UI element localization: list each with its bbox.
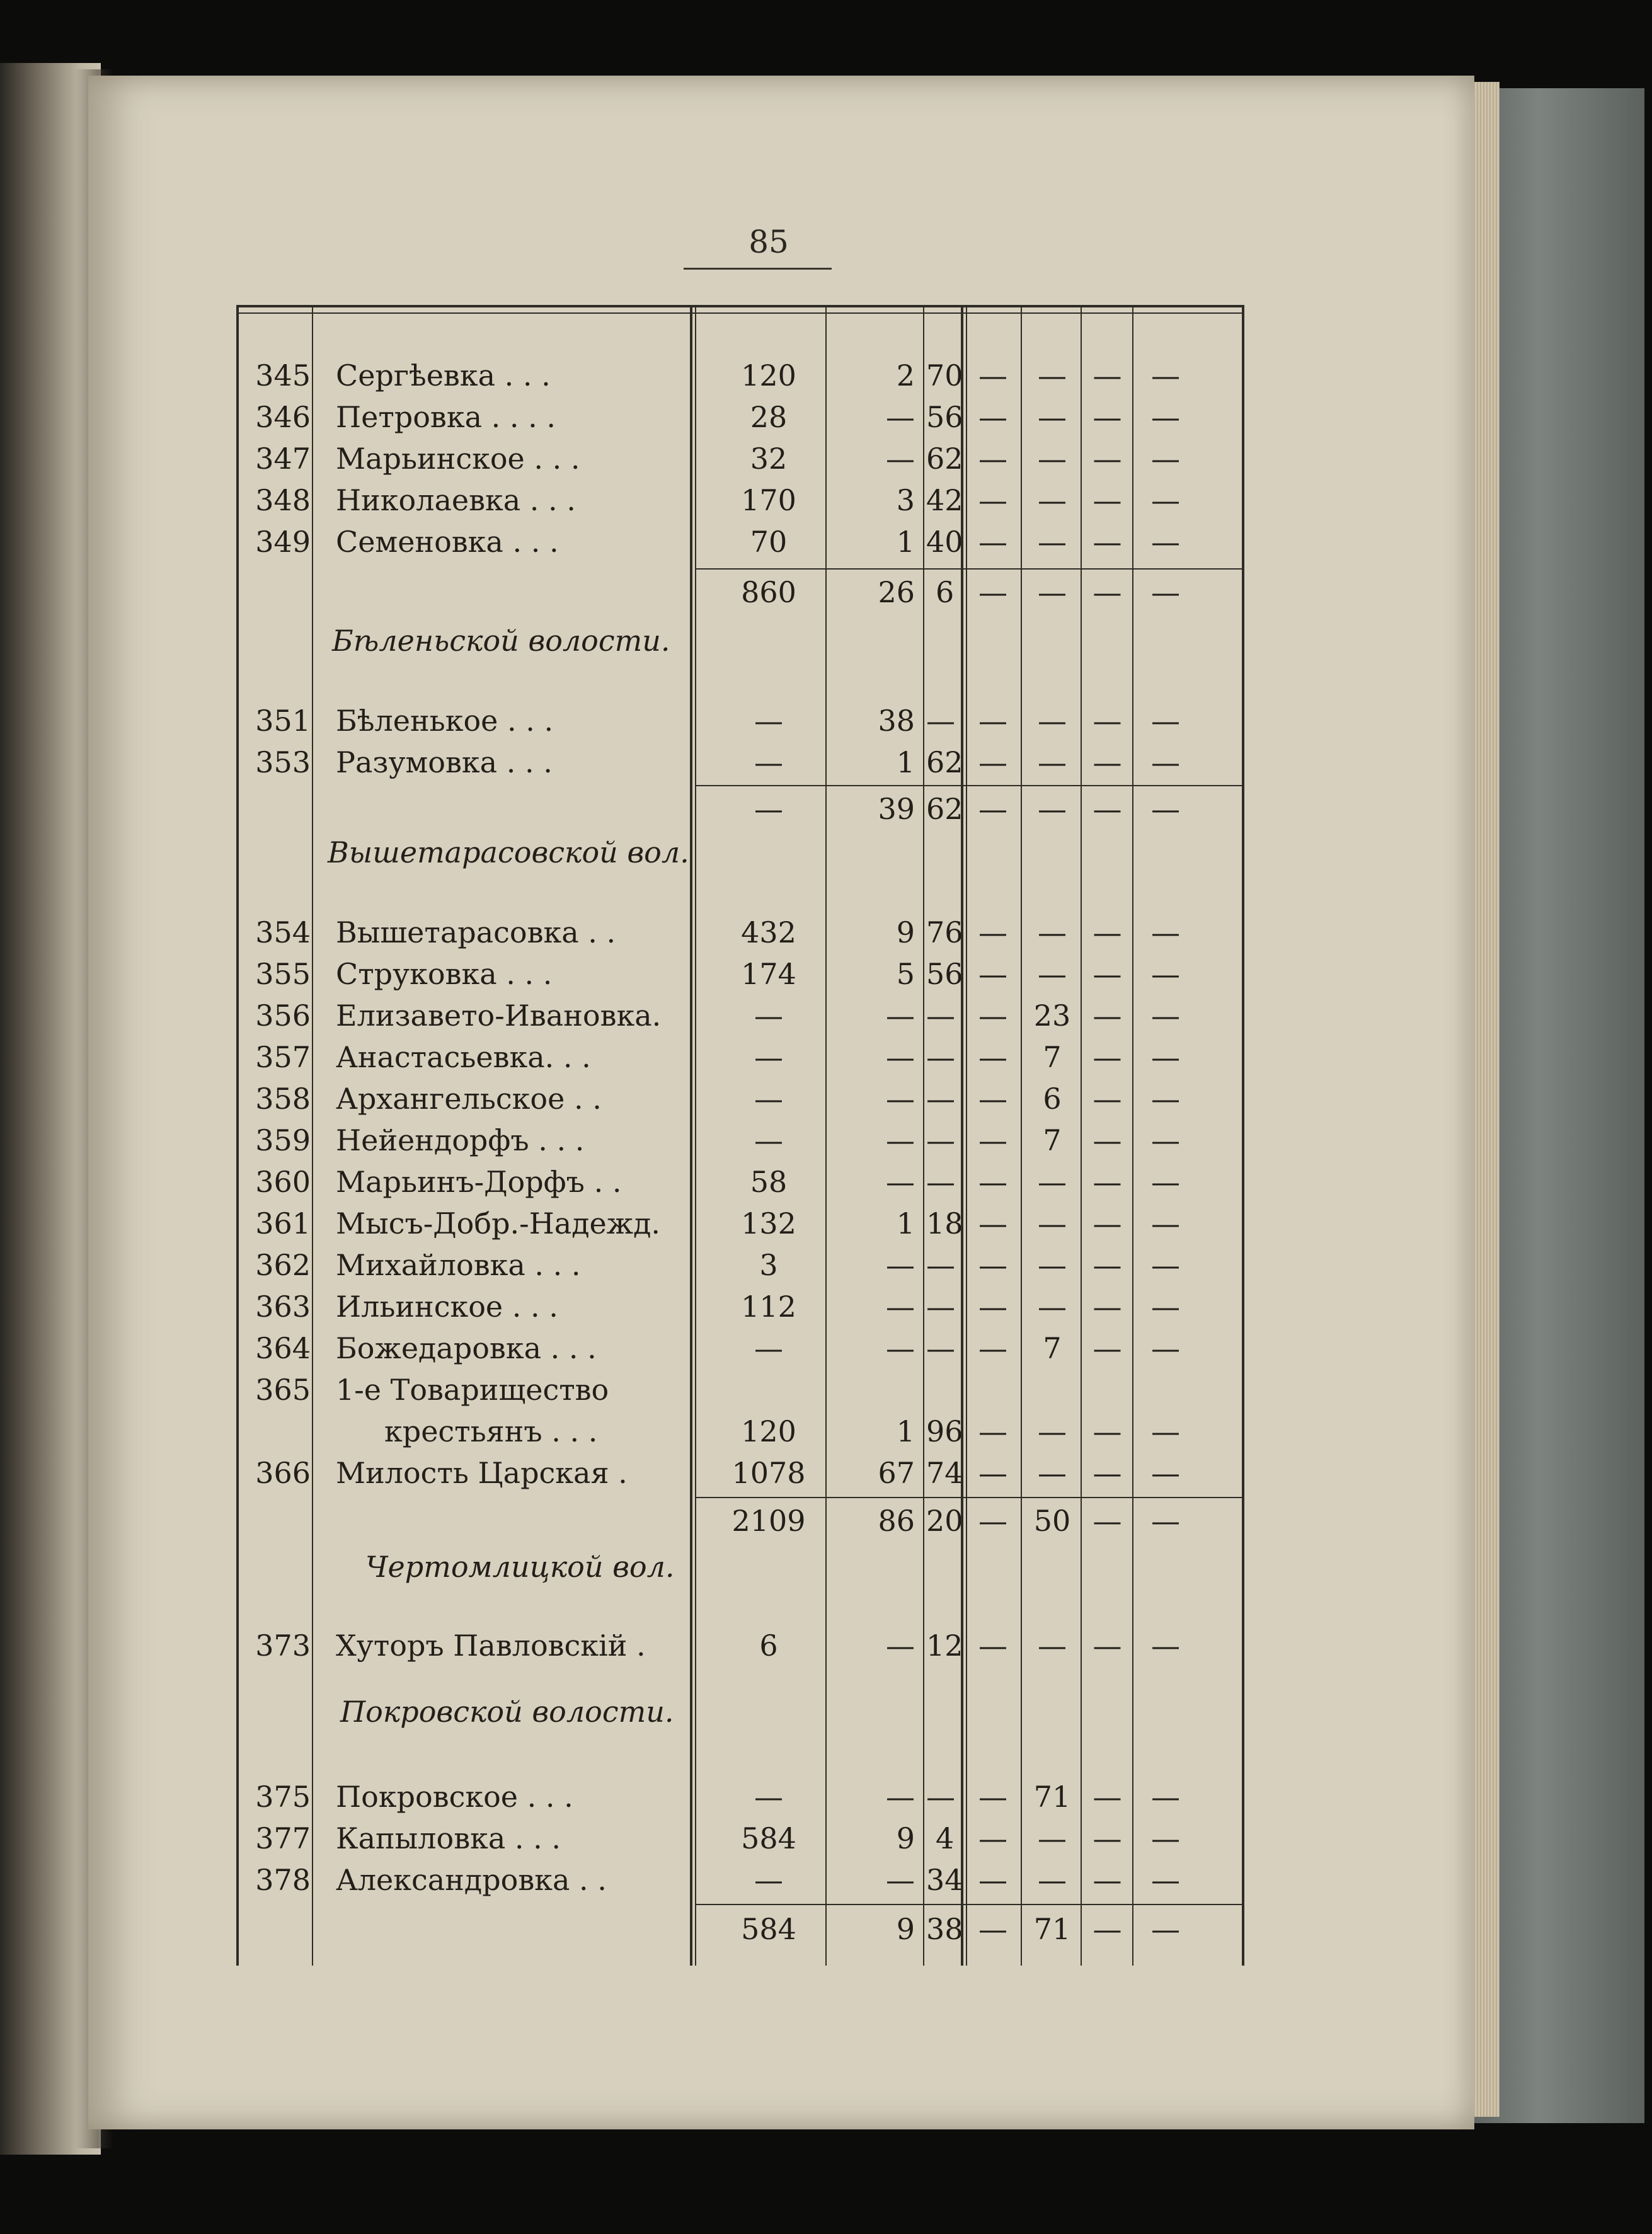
table-row bbox=[236, 1818, 1244, 1859]
value-f: — bbox=[1093, 792, 1122, 826]
value-f: — bbox=[1093, 1504, 1122, 1538]
subtotal-rule bbox=[696, 568, 1242, 570]
village-name: Михайловка . . . bbox=[336, 1248, 581, 1282]
value-c: — bbox=[926, 1780, 955, 1814]
row-number: 362 bbox=[255, 1248, 311, 1282]
value-b: 1 bbox=[896, 525, 915, 559]
value-d: — bbox=[978, 1780, 1007, 1814]
row-number: 345 bbox=[255, 358, 311, 392]
village-name: Разумовка . . . bbox=[336, 745, 553, 779]
value-d: — bbox=[978, 442, 1007, 476]
value-a: 32 bbox=[750, 442, 788, 476]
table-top-rule-inner bbox=[236, 312, 1244, 314]
value-g: — bbox=[1151, 483, 1180, 517]
value-e: — bbox=[1038, 525, 1067, 559]
value-e: — bbox=[1038, 704, 1067, 738]
value-d: — bbox=[978, 999, 1007, 1033]
row-number: 364 bbox=[255, 1331, 311, 1365]
value-c: — bbox=[926, 1165, 955, 1199]
value-a: — bbox=[754, 1331, 783, 1365]
value-g: — bbox=[1151, 1629, 1180, 1663]
value-b: — bbox=[886, 999, 915, 1033]
value-g: — bbox=[1151, 1456, 1180, 1490]
value-f: — bbox=[1093, 957, 1122, 991]
value-f: — bbox=[1093, 915, 1122, 949]
value-c: — bbox=[926, 999, 955, 1033]
value-e: — bbox=[1038, 957, 1067, 991]
value-f: — bbox=[1093, 1414, 1122, 1448]
row-number: 353 bbox=[255, 745, 311, 779]
table-row bbox=[236, 1453, 1244, 1493]
total-b: 9 bbox=[896, 1912, 915, 1946]
total-a: 860 bbox=[741, 575, 796, 609]
table-top-rule bbox=[236, 305, 1244, 307]
value-d: — bbox=[978, 1629, 1007, 1663]
value-c: — bbox=[926, 704, 955, 738]
value-e: — bbox=[1038, 483, 1067, 517]
village-name: Капыловка . . . bbox=[336, 1821, 561, 1855]
value-a: 6 bbox=[759, 1629, 778, 1663]
subtotal-rule bbox=[696, 1904, 1242, 1905]
value-d: — bbox=[978, 1504, 1007, 1538]
value-f: — bbox=[1093, 704, 1122, 738]
value-g: — bbox=[1151, 704, 1180, 738]
value-b: — bbox=[886, 1331, 915, 1365]
value-e: — bbox=[1038, 400, 1067, 434]
value-g: — bbox=[1151, 745, 1180, 779]
page-number-rule bbox=[684, 268, 832, 270]
value-b: 3 bbox=[896, 483, 915, 517]
value-b: — bbox=[886, 1165, 915, 1199]
value-c: 76 bbox=[926, 915, 963, 949]
value-g: — bbox=[1151, 792, 1180, 826]
value-b: 38 bbox=[878, 704, 915, 738]
value-c: 12 bbox=[926, 1629, 963, 1663]
value-e: — bbox=[1038, 358, 1067, 392]
village-name: Хуторъ Павловскій . bbox=[336, 1629, 646, 1663]
value-c: 40 bbox=[926, 525, 963, 559]
page-number: 85 bbox=[749, 224, 789, 260]
table-row bbox=[236, 1120, 1244, 1160]
value-c: 18 bbox=[926, 1206, 963, 1240]
value-e: — bbox=[1038, 1248, 1067, 1282]
value-f: — bbox=[1093, 1912, 1122, 1946]
value-e: 7 bbox=[1043, 1123, 1062, 1157]
row-number: 357 bbox=[255, 1040, 311, 1074]
total-a: — bbox=[754, 792, 783, 826]
value-d: — bbox=[978, 1165, 1007, 1199]
row-number: 347 bbox=[255, 442, 311, 476]
value-a: 132 bbox=[741, 1206, 796, 1240]
value-e: — bbox=[1038, 1290, 1067, 1324]
value-b: 1 bbox=[896, 745, 915, 779]
row-number: 375 bbox=[255, 1780, 311, 1814]
row-number: 358 bbox=[255, 1082, 311, 1116]
value-b: — bbox=[886, 1863, 915, 1897]
value-c: 56 bbox=[926, 957, 963, 991]
total-e: 71 bbox=[1033, 1912, 1071, 1946]
value-f: — bbox=[1093, 1863, 1122, 1897]
value-e: — bbox=[1038, 575, 1067, 609]
value-b: — bbox=[886, 442, 915, 476]
value-g: — bbox=[1151, 1165, 1180, 1199]
village-name: Сергѣевка . . . bbox=[336, 358, 551, 392]
value-e: — bbox=[1038, 1821, 1067, 1855]
value-g: — bbox=[1151, 358, 1180, 392]
value-f: — bbox=[1093, 1082, 1122, 1116]
value-f: — bbox=[1093, 1331, 1122, 1365]
value-e: — bbox=[1038, 1206, 1067, 1240]
statistics-table bbox=[236, 305, 1244, 1981]
village-name: Архангельское . . bbox=[336, 1082, 602, 1116]
row-number: 373 bbox=[255, 1629, 311, 1663]
value-a: — bbox=[754, 1040, 783, 1074]
value-g: — bbox=[1151, 1331, 1180, 1365]
section-heading: Бѣленьской волости. bbox=[332, 624, 670, 658]
table-row bbox=[236, 1411, 1244, 1452]
row-number: 365 bbox=[255, 1373, 311, 1407]
value-c: 62 bbox=[926, 442, 963, 476]
value-d: — bbox=[978, 358, 1007, 392]
value-d: — bbox=[978, 957, 1007, 991]
value-a: — bbox=[754, 1863, 783, 1897]
value-a: 174 bbox=[741, 957, 796, 991]
value-b: 1 bbox=[896, 1414, 915, 1448]
value-f: — bbox=[1093, 1629, 1122, 1663]
value-a: 432 bbox=[741, 915, 796, 949]
value-g: — bbox=[1151, 1414, 1180, 1448]
table-row bbox=[236, 1777, 1244, 1817]
value-a: 58 bbox=[750, 1165, 788, 1199]
value-d: — bbox=[978, 792, 1007, 826]
subtotal-row bbox=[236, 789, 1244, 829]
value-f: — bbox=[1093, 442, 1122, 476]
section-heading: Покровской волости. bbox=[340, 1695, 674, 1729]
value-a: 112 bbox=[741, 1290, 796, 1324]
subtotal-row bbox=[236, 1501, 1244, 1541]
table-row bbox=[236, 1162, 1244, 1202]
value-a: 120 bbox=[741, 358, 796, 392]
value-d: — bbox=[978, 745, 1007, 779]
value-g: — bbox=[1151, 442, 1180, 476]
table-row bbox=[236, 954, 1244, 994]
value-c: 4 bbox=[936, 1821, 955, 1855]
village-name: Петровка . . . . bbox=[336, 400, 556, 434]
table-row bbox=[236, 438, 1244, 479]
subtotal-rule bbox=[696, 785, 1242, 786]
value-g: — bbox=[1151, 1248, 1180, 1282]
value-f: — bbox=[1093, 1248, 1122, 1282]
value-d: — bbox=[978, 1123, 1007, 1157]
value-f: — bbox=[1093, 745, 1122, 779]
village-name-continued: крестьянъ . . . bbox=[384, 1414, 598, 1448]
value-d: — bbox=[978, 1082, 1007, 1116]
value-b: — bbox=[886, 1629, 915, 1663]
row-number: 346 bbox=[255, 400, 311, 434]
subtotal-row bbox=[236, 1909, 1244, 1949]
value-e: — bbox=[1038, 442, 1067, 476]
value-f: — bbox=[1093, 1165, 1122, 1199]
value-g: — bbox=[1151, 1040, 1180, 1074]
village-name: Божедаровка . . . bbox=[336, 1331, 597, 1365]
village-name: Марьинское . . . bbox=[336, 442, 580, 476]
table-row bbox=[236, 522, 1244, 562]
value-d: — bbox=[978, 1414, 1007, 1448]
value-g: — bbox=[1151, 1082, 1180, 1116]
total-b: 39 bbox=[878, 792, 915, 826]
row-number: 378 bbox=[255, 1863, 311, 1897]
value-a: — bbox=[754, 1780, 783, 1814]
value-e: — bbox=[1038, 915, 1067, 949]
value-g: — bbox=[1151, 1780, 1180, 1814]
total-b: 26 bbox=[878, 575, 915, 609]
row-number: 359 bbox=[255, 1123, 311, 1157]
value-c: — bbox=[926, 1082, 955, 1116]
value-e: 23 bbox=[1033, 999, 1071, 1033]
value-e: — bbox=[1038, 745, 1067, 779]
value-e: 6 bbox=[1043, 1082, 1062, 1116]
value-b: — bbox=[886, 1248, 915, 1282]
value-c: 70 bbox=[926, 358, 963, 392]
village-name: Нейендорфъ . . . bbox=[336, 1123, 585, 1157]
value-f: — bbox=[1093, 1780, 1122, 1814]
table-row bbox=[236, 995, 1244, 1036]
value-d: — bbox=[978, 1290, 1007, 1324]
row-number: 351 bbox=[255, 704, 311, 738]
value-c: 34 bbox=[926, 1863, 963, 1897]
value-d: — bbox=[978, 1863, 1007, 1897]
total-c: 20 bbox=[926, 1504, 963, 1538]
value-g: — bbox=[1151, 1821, 1180, 1855]
section-heading: Чертомлицкой вол. bbox=[365, 1550, 675, 1584]
value-d: — bbox=[978, 525, 1007, 559]
value-e: — bbox=[1038, 1863, 1067, 1897]
value-g: — bbox=[1151, 1912, 1180, 1946]
table-row bbox=[236, 1079, 1244, 1119]
value-b: 2 bbox=[896, 358, 915, 392]
value-b: 5 bbox=[896, 957, 915, 991]
village-name: Марьинъ-Дорфъ . . bbox=[336, 1165, 622, 1199]
value-d: — bbox=[978, 704, 1007, 738]
value-d: — bbox=[978, 915, 1007, 949]
value-g: — bbox=[1151, 1206, 1180, 1240]
value-c: — bbox=[926, 1248, 955, 1282]
value-b: 9 bbox=[896, 1821, 915, 1855]
village-name: Струковка . . . bbox=[336, 957, 553, 991]
value-c: — bbox=[926, 1290, 955, 1324]
value-a: — bbox=[754, 1082, 783, 1116]
value-a: — bbox=[754, 704, 783, 738]
value-c: — bbox=[926, 1331, 955, 1365]
value-g: — bbox=[1151, 1123, 1180, 1157]
row-number: 355 bbox=[255, 957, 311, 991]
value-d: — bbox=[978, 1248, 1007, 1282]
value-b: 1 bbox=[896, 1206, 915, 1240]
value-e: — bbox=[1038, 792, 1067, 826]
value-c: — bbox=[926, 1123, 955, 1157]
total-b: 86 bbox=[878, 1504, 915, 1538]
section-heading: Вышетарасовской вол. bbox=[328, 835, 689, 869]
value-a: 1078 bbox=[731, 1456, 806, 1490]
value-c: 56 bbox=[926, 400, 963, 434]
village-name: Мысъ-Добр.-Надежд. bbox=[336, 1206, 661, 1240]
value-f: — bbox=[1093, 400, 1122, 434]
value-b: — bbox=[886, 1290, 915, 1324]
value-a: 3 bbox=[759, 1248, 778, 1282]
value-f: — bbox=[1093, 1456, 1122, 1490]
table-row bbox=[236, 1328, 1244, 1368]
row-number: 354 bbox=[255, 915, 311, 949]
value-b: — bbox=[886, 1082, 915, 1116]
village-name: Анастасьевка. . . bbox=[336, 1040, 591, 1074]
table-row bbox=[236, 742, 1244, 782]
value-c: 42 bbox=[926, 483, 963, 517]
value-a: — bbox=[754, 745, 783, 779]
total-c: 38 bbox=[926, 1912, 963, 1946]
total-c: 62 bbox=[926, 792, 963, 826]
value-b: — bbox=[886, 1040, 915, 1074]
value-d: — bbox=[978, 1821, 1007, 1855]
value-f: — bbox=[1093, 1123, 1122, 1157]
value-a: 28 bbox=[750, 400, 788, 434]
value-f: — bbox=[1093, 483, 1122, 517]
village-name: 1-е Товарищество bbox=[336, 1373, 609, 1407]
value-d: — bbox=[978, 1040, 1007, 1074]
table-row bbox=[236, 1037, 1244, 1077]
value-d: — bbox=[978, 1456, 1007, 1490]
total-c: 6 bbox=[936, 575, 955, 609]
village-name: Александровка . . bbox=[336, 1863, 607, 1897]
value-g: — bbox=[1151, 525, 1180, 559]
village-name: Вышетарасовка . . bbox=[336, 915, 616, 949]
value-c: 74 bbox=[926, 1456, 963, 1490]
table-row bbox=[236, 1286, 1244, 1327]
table-row bbox=[236, 1203, 1244, 1244]
village-name: Ильинское . . . bbox=[336, 1290, 558, 1324]
value-f: — bbox=[1093, 1290, 1122, 1324]
village-name: Елизавето-Ивановка. bbox=[336, 999, 662, 1033]
value-e: — bbox=[1038, 1629, 1067, 1663]
table-row bbox=[236, 355, 1244, 396]
total-a: 584 bbox=[741, 1912, 796, 1946]
value-e: — bbox=[1038, 1456, 1067, 1490]
row-number: 349 bbox=[255, 525, 311, 559]
value-d: — bbox=[978, 1331, 1007, 1365]
table-row bbox=[236, 1245, 1244, 1285]
value-f: — bbox=[1093, 525, 1122, 559]
value-e: 71 bbox=[1033, 1780, 1071, 1814]
value-g: — bbox=[1151, 400, 1180, 434]
value-d: — bbox=[978, 1912, 1007, 1946]
village-name: Покровское . . . bbox=[336, 1780, 573, 1814]
table-row bbox=[236, 1370, 1244, 1410]
value-g: — bbox=[1151, 1863, 1180, 1897]
row-number: 361 bbox=[255, 1206, 311, 1240]
value-c: 96 bbox=[926, 1414, 963, 1448]
value-c: — bbox=[926, 1040, 955, 1074]
value-d: — bbox=[978, 575, 1007, 609]
table-row bbox=[236, 397, 1244, 437]
value-f: — bbox=[1093, 575, 1122, 609]
value-g: — bbox=[1151, 1290, 1180, 1324]
value-c: 62 bbox=[926, 745, 963, 779]
value-a: 70 bbox=[750, 525, 788, 559]
value-b: — bbox=[886, 1123, 915, 1157]
value-f: — bbox=[1093, 999, 1122, 1033]
table-row bbox=[236, 912, 1244, 953]
value-b: 67 bbox=[878, 1456, 915, 1490]
value-g: — bbox=[1151, 1504, 1180, 1538]
value-f: — bbox=[1093, 1821, 1122, 1855]
row-number: 366 bbox=[255, 1456, 311, 1490]
table-row bbox=[236, 701, 1244, 741]
value-b: 9 bbox=[896, 915, 915, 949]
row-number: 360 bbox=[255, 1165, 311, 1199]
value-e: — bbox=[1038, 1414, 1067, 1448]
value-d: — bbox=[978, 483, 1007, 517]
value-b: — bbox=[886, 1780, 915, 1814]
table-row bbox=[236, 480, 1244, 520]
value-f: — bbox=[1093, 1040, 1122, 1074]
village-name: Семеновка . . . bbox=[336, 525, 559, 559]
value-g: — bbox=[1151, 915, 1180, 949]
value-g: — bbox=[1151, 999, 1180, 1033]
total-e: 50 bbox=[1033, 1504, 1071, 1538]
total-a: 2109 bbox=[731, 1504, 806, 1538]
value-a: 120 bbox=[741, 1414, 796, 1448]
value-a: — bbox=[754, 1123, 783, 1157]
value-d: — bbox=[978, 400, 1007, 434]
row-number: 356 bbox=[255, 999, 311, 1033]
subtotal-row bbox=[236, 572, 1244, 612]
row-number: 363 bbox=[255, 1290, 311, 1324]
value-a: 170 bbox=[741, 483, 796, 517]
table-row bbox=[236, 1860, 1244, 1900]
village-name: Николаевка . . . bbox=[336, 483, 576, 517]
village-name: Бѣленькое . . . bbox=[336, 704, 554, 738]
value-g: — bbox=[1151, 575, 1180, 609]
table-row bbox=[236, 1625, 1244, 1666]
value-g: — bbox=[1151, 957, 1180, 991]
value-a: 584 bbox=[741, 1821, 796, 1855]
value-b: — bbox=[886, 400, 915, 434]
value-a: — bbox=[754, 999, 783, 1033]
value-d: — bbox=[978, 1206, 1007, 1240]
value-f: — bbox=[1093, 1206, 1122, 1240]
value-f: — bbox=[1093, 358, 1122, 392]
value-e: 7 bbox=[1043, 1040, 1062, 1074]
village-name: Милость Царская . bbox=[336, 1456, 628, 1490]
row-number: 348 bbox=[255, 483, 311, 517]
value-e: — bbox=[1038, 1165, 1067, 1199]
value-e: 7 bbox=[1043, 1331, 1062, 1365]
subtotal-rule bbox=[696, 1497, 1242, 1498]
row-number: 377 bbox=[255, 1821, 311, 1855]
